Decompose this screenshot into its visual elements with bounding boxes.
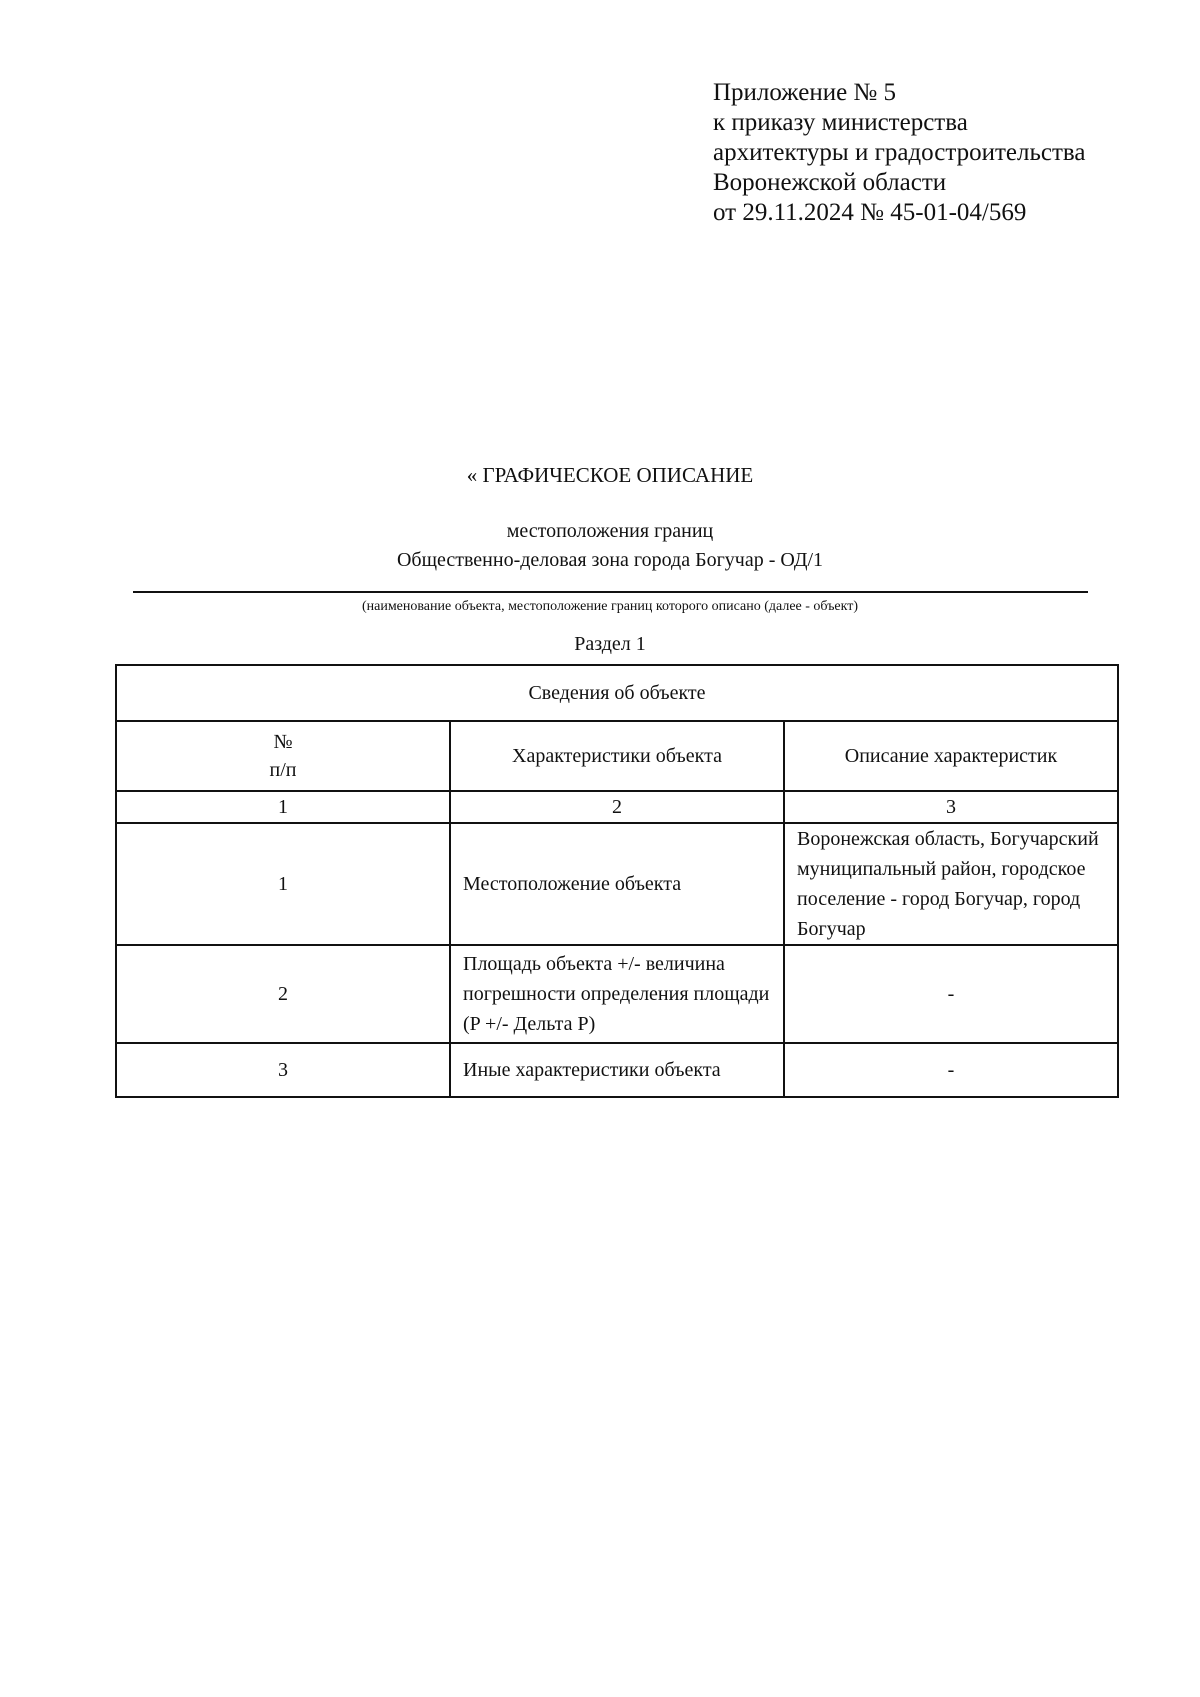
appendix-line-5: от 29.11.2024 № 45-01-04/569 [713,199,1027,226]
object-name: Общественно-деловая зона города Богучар - ОД/1 [396,549,824,571]
table-title-row [116,665,1118,721]
table-row [116,823,1118,945]
document-subtitle: местоположения границ [506,520,714,542]
object-name-caption: (наименование объекта, местоположение границ которого описано (далее - объект) [361,599,859,614]
header-number [116,721,450,791]
row-characteristic: Местоположение объекта [450,823,784,945]
appendix-block [713,78,1085,228]
row-number: 2 [116,945,450,1043]
header-description: Описание характеристик [784,721,1118,791]
appendix-line-3: архитектуры и градостроительства [713,139,1086,166]
section-label: Раздел 1 [574,633,646,655]
row-description: - [784,1043,1118,1097]
underline-divider [133,591,1088,593]
object-info-table [115,664,1119,1098]
appendix-line-1: Приложение № 5 [713,79,897,106]
row-description: - [784,945,1118,1043]
row-characteristic: Площадь объекта +/- величина погрешности определения площади (P +/- Дельта P) [450,945,784,1043]
header-characteristic: Характеристики объекта [450,721,784,791]
column-number-row [116,791,1118,823]
table-header-row [116,721,1118,791]
column-number-1: 1 [116,791,450,823]
table-row [116,1043,1118,1097]
table-row [116,945,1118,1043]
row-number: 3 [116,1043,450,1097]
document-title: « ГРАФИЧЕСКОЕ ОПИСАНИЕ [466,463,754,487]
row-number: 1 [116,823,450,945]
column-number-3: 3 [784,791,1118,823]
column-number-2: 2 [450,791,784,823]
appendix-line-4: Воронежской области [713,169,947,196]
header-number-label: № п/п [269,730,297,781]
row-description: Воронежская область, Богучарский муниципальный район, городское поселение - город Богучар, город Богучар [784,823,1118,945]
appendix-line-2: к приказу министерства [713,109,968,136]
row-characteristic: Иные характеристики объекта [450,1043,784,1097]
table-title: Сведения об объекте [116,665,1118,721]
